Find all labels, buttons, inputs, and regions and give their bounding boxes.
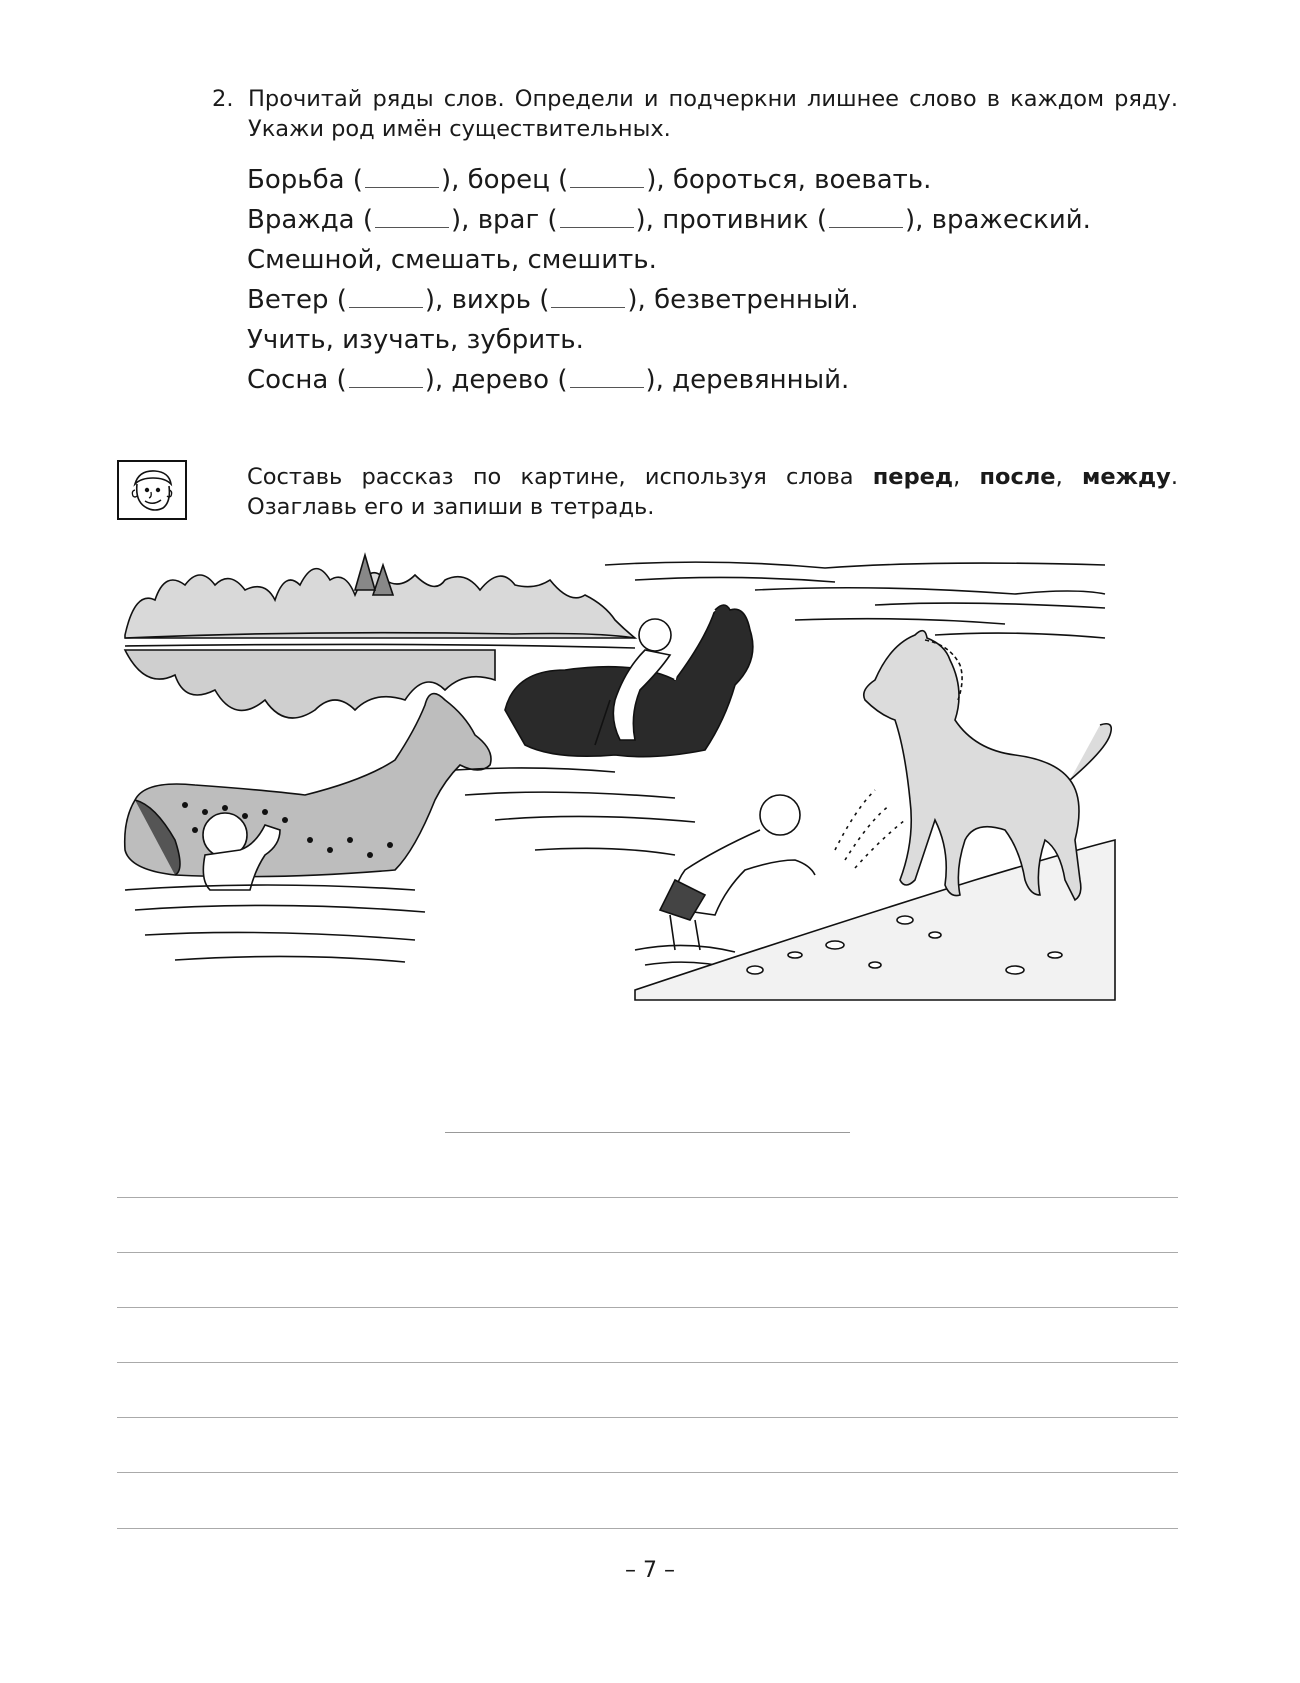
answer-blank[interactable] [829, 205, 903, 228]
word-row [247, 160, 1091, 200]
word-row [247, 320, 1091, 360]
writing-line[interactable] [117, 1417, 1178, 1418]
keyword: между [1081, 464, 1171, 490]
row-text: ), деревянный. [645, 365, 850, 395]
row-text: ), вражеский. [905, 205, 1091, 235]
title-line[interactable] [445, 1132, 850, 1133]
row-text: Учить, изучать, зубрить. [247, 325, 584, 355]
task-3-instruction [247, 462, 1178, 522]
task-2 [212, 84, 1178, 144]
word-row [247, 360, 1091, 400]
answer-blank[interactable] [349, 365, 423, 388]
keyword: после [979, 464, 1056, 490]
boy-face-icon [117, 460, 187, 520]
writing-line[interactable] [117, 1528, 1178, 1529]
word-row [247, 200, 1091, 240]
answer-blank[interactable] [365, 165, 439, 188]
boys-bathing-horses-illustration [115, 550, 1185, 1060]
row-text: ), враг ( [451, 205, 558, 235]
instruction-text: . Озаглавь его и запиши в тетрадь. [247, 464, 1178, 520]
row-text: ), безветренный. [627, 285, 859, 315]
task-2-instruction [212, 84, 1178, 144]
row-text: ), дерево ( [424, 365, 568, 395]
word-rows [247, 160, 1091, 400]
row-text: Ветер ( [247, 285, 347, 315]
row-text: Вражда ( [247, 205, 374, 235]
instruction-text: Составь рассказ по картине, используя слова [247, 464, 873, 490]
writing-line[interactable] [117, 1197, 1178, 1198]
keyword: перед [872, 464, 954, 490]
writing-line[interactable] [117, 1362, 1178, 1363]
row-text: ), вихрь ( [424, 285, 550, 315]
answer-blank[interactable] [349, 285, 423, 308]
page-number: – 7 – [625, 1558, 675, 1583]
answer-blank[interactable] [570, 365, 644, 388]
answer-blank[interactable] [375, 205, 449, 228]
row-text: Сосна ( [247, 365, 347, 395]
row-text: Смешной, смешать, смешить. [247, 245, 657, 275]
separator: , [1055, 464, 1082, 490]
writing-line[interactable] [117, 1252, 1178, 1253]
word-row [247, 240, 1091, 280]
task-number: 2. [212, 86, 234, 112]
answer-blank[interactable] [560, 205, 634, 228]
writing-line[interactable] [117, 1307, 1178, 1308]
separator: , [953, 464, 980, 490]
answer-blank[interactable] [551, 285, 625, 308]
word-row [247, 280, 1091, 320]
row-text: Борьба ( [247, 165, 363, 195]
answer-blank[interactable] [570, 165, 644, 188]
row-text: ), противник ( [635, 205, 827, 235]
row-text: ), борец ( [440, 165, 569, 195]
row-text: ), бороться, воевать. [646, 165, 932, 195]
writing-line[interactable] [117, 1472, 1178, 1473]
instruction-text: Прочитай ряды слов. Определи и подчеркни лишнее слово в каждом ряду. Укажи род имён существительных. [248, 86, 1178, 142]
